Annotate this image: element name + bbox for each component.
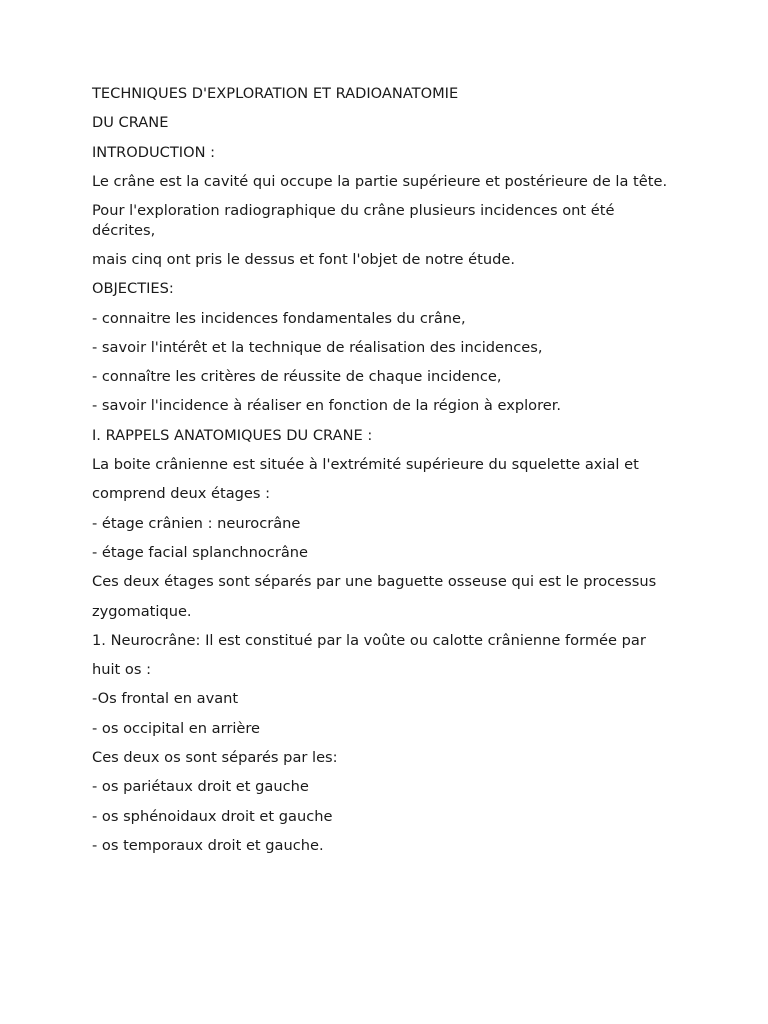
paragraph: Ces deux étages sont séparés par une baguette osseuse qui est le processus (92, 573, 657, 591)
document-title-line-1: TECHNIQUES D'EXPLORATION ET RADIOANATOMIE (92, 85, 459, 102)
paragraph: 1. Neurocrâne: Il est constitué par la voûte ou calotte crânienne formée par (92, 631, 646, 649)
document-body (92, 84, 682, 865)
paragraph: huit os : (92, 661, 152, 679)
paragraph: mais cinq ont pris le dessus et font l'objet de notre étude. (92, 250, 515, 268)
list-item: - étage facial splanchnocrâne (92, 543, 308, 561)
list-item: - connaître les critères de réussite de chaque incidence, (92, 368, 502, 386)
paragraph: Pour l'exploration radiographique du crâne plusieurs incidences ont été décrites, (92, 202, 615, 239)
paragraph: Ces deux os sont séparés par les: (92, 749, 338, 767)
list-item: - os occipital en arrière (92, 719, 261, 737)
paragraph: zygomatique. (92, 602, 192, 620)
paragraph: Le crâne est la cavité qui occupe la partie supérieure et postérieure de la tête. (92, 172, 668, 190)
paragraph: La boite crânienne est située à l'extrémité supérieure du squelette axial et (92, 456, 639, 474)
list-item: - étage crânien : neurocrâne (92, 514, 301, 532)
list-item: - savoir l'incidence à réaliser en fonction de la région à explorer. (92, 397, 562, 415)
list-item: - connaitre les incidences fondamentales du crâne, (92, 309, 466, 327)
list-item: -Os frontal en avant (92, 690, 239, 708)
list-item: - os sphénoidaux droit et gauche (92, 807, 333, 825)
list-item: - os temporaux droit et gauche. (92, 836, 324, 854)
list-item: - os pariétaux droit et gauche (92, 778, 309, 796)
section-heading-objectives: OBJECTIES: (92, 280, 174, 298)
list-item: - savoir l'intérêt et la technique de réalisation des incidences, (92, 338, 543, 356)
paragraph: comprend deux étages : (92, 485, 271, 503)
section-heading-introduction: INTRODUCTION : (92, 143, 216, 161)
document-title-line-2: DU CRANE (92, 114, 169, 132)
section-heading-rappels: I. RAPPELS ANATOMIQUES DU CRANE : (92, 426, 373, 444)
